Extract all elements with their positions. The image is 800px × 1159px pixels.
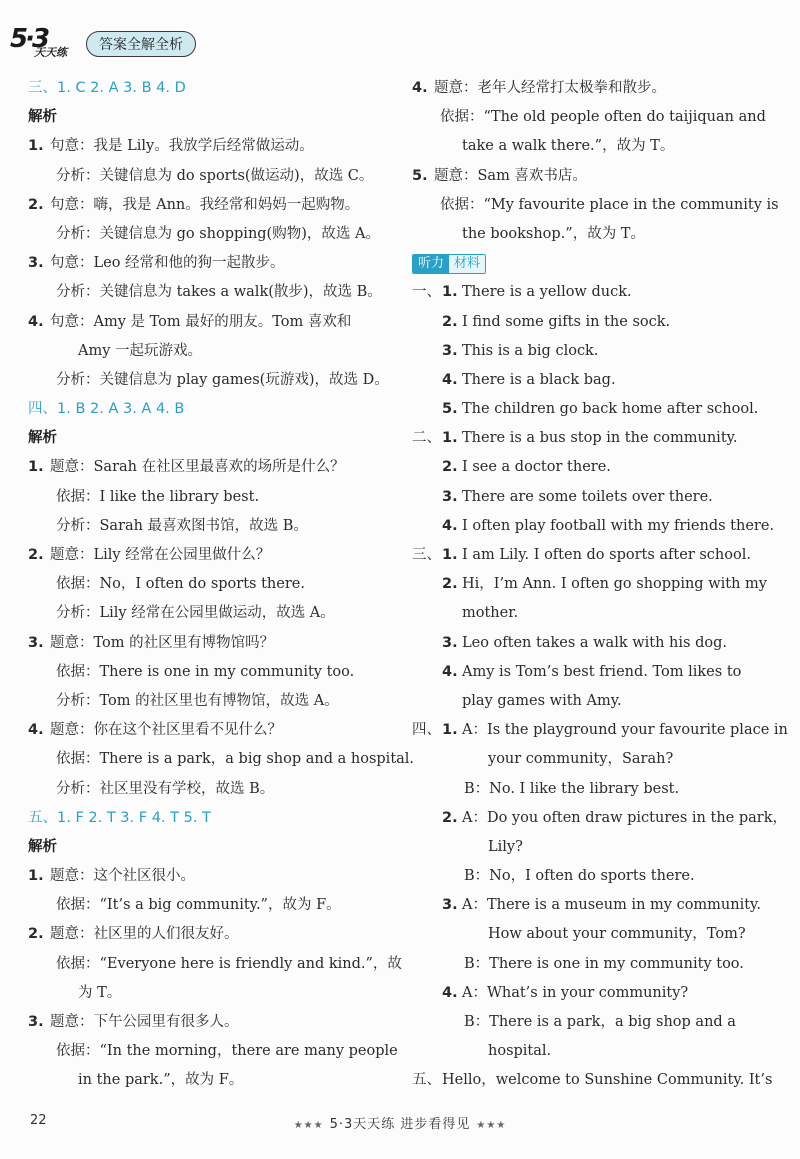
item-detail: 依据：There is one in my community too.: [56, 663, 355, 680]
item-text: 题意：社区里的人们很友好。: [50, 926, 239, 943]
numbered-item: [28, 191, 400, 220]
item-number: 3.: [28, 255, 44, 272]
item-number: 2.: [28, 926, 44, 943]
item-detail-continued: the bookshop.”，故为 T。: [462, 225, 645, 242]
item-number: 3.: [442, 342, 458, 359]
item-text: I see a doctor there.: [462, 459, 611, 476]
item-text: A：There is a museum in my community.: [462, 897, 761, 914]
section-number: 一、: [412, 284, 441, 301]
listening-item: [412, 453, 772, 482]
item-number: 5.: [442, 401, 458, 418]
item-detail: 依据：“My favourite place in the community is: [440, 196, 779, 213]
numbered-item: [28, 249, 400, 278]
listening-item: [412, 337, 772, 366]
page-header: [6, 24, 196, 64]
item-number: 4.: [28, 313, 44, 330]
item-number: 1.: [442, 547, 458, 563]
item-number: 2.: [442, 459, 458, 476]
item-text: 题意：这个社区很小。: [50, 868, 195, 885]
item-detail: 分析：Lily 经常在公园里做运动，故选 A。: [56, 605, 335, 622]
section-answer-key: 四、1. B 2. A 3. A 4. B: [28, 401, 185, 418]
left-column: [28, 74, 415, 1096]
item-number: 1.: [442, 722, 458, 739]
item-number: 1.: [28, 459, 44, 476]
numbered-item: [412, 162, 772, 191]
tag-label: 材料: [449, 255, 485, 273]
item-text: 题意：Sam 喜欢书店。: [434, 167, 587, 184]
section-number: 三、: [412, 547, 441, 563]
section-number: 二、: [412, 430, 441, 447]
tag-label: 听力: [413, 255, 449, 273]
listening-item-continued: Lily?: [488, 838, 523, 855]
analysis-heading: 解析: [28, 838, 57, 855]
dialogue-reply: B：There is one in my community too.: [464, 955, 744, 972]
listening-section-item: [412, 541, 772, 570]
numbered-item: [28, 716, 400, 745]
item-number: 2.: [28, 547, 44, 563]
right-column: [412, 74, 788, 1096]
item-detail: 分析：Tom 的社区里也有博物馆，故选 A。: [56, 692, 339, 709]
item-text: 题意：Sarah 在社区里最喜欢的场所是什么？: [50, 459, 345, 476]
item-detail: 依据：“The old people often do taijiquan and: [440, 109, 766, 126]
analysis-heading: 解析: [28, 430, 57, 447]
listening-item-continued: play games with Amy.: [462, 692, 622, 709]
numbered-item: [28, 920, 400, 949]
item-detail: 分析：社区里没有学校，故选 B。: [56, 780, 275, 797]
numbered-item: [28, 132, 400, 161]
analysis-heading: 解析: [28, 109, 57, 126]
listening-item: [412, 629, 772, 658]
numbered-item: [28, 541, 400, 570]
item-number: 3.: [442, 897, 458, 914]
listening-item: [412, 570, 772, 599]
item-number: 3.: [28, 634, 44, 651]
item-detail: 依据：No，I often do sports there.: [56, 576, 305, 593]
item-number: 4.: [28, 722, 44, 739]
item-text: 句意：嗨，我是 Ann。我经常和妈妈一起购物。: [50, 196, 360, 213]
item-text: There is a bus stop in the community.: [462, 430, 738, 447]
listening-item: [412, 308, 772, 337]
item-text: A：What’s in your community?: [462, 984, 689, 1001]
section-answer-key: 五、1. F 2. T 3. F 4. T 5. T: [28, 809, 211, 826]
item-detail: 依据：I like the library best.: [56, 488, 260, 505]
listening-item-continued: hospital.: [488, 1043, 552, 1060]
item-number: 3.: [442, 488, 458, 505]
listening-item-continued: your community，Sarah?: [488, 751, 674, 768]
item-number: 1.: [28, 868, 44, 885]
item-number: 1.: [28, 138, 44, 155]
item-number: 1.: [442, 430, 458, 447]
item-text: The children go back home after school.: [462, 401, 759, 418]
item-detail: 分析：关键信息为 takes a walk(散步)，故选 B。: [56, 284, 382, 301]
item-number: 3.: [28, 1014, 44, 1030]
section-answer-key: 三、1. C 2. A 3. B 4. D: [28, 80, 186, 96]
numbered-item: [28, 453, 400, 482]
item-number: 4.: [412, 80, 428, 96]
tag-box: [412, 254, 486, 274]
section-number: 五、: [412, 1072, 441, 1089]
item-text: 题意：你在这个社区里看不见什么？: [50, 722, 282, 739]
listening-section-item: [412, 1066, 772, 1095]
numbered-item: [28, 629, 400, 658]
page-number: 22: [30, 1113, 47, 1128]
brand-logo: 5·3 天天练: [10, 24, 67, 59]
listening-item: [412, 658, 772, 687]
listening-section-item: [412, 278, 772, 307]
item-text: There is a black bag.: [462, 371, 616, 388]
numbered-item: [28, 862, 400, 891]
item-text: Hi，I’m Ann. I often go shopping with my: [462, 576, 767, 593]
item-detail: 依据：“In the morning，there are many people: [56, 1043, 398, 1060]
item-number: 3.: [442, 634, 458, 651]
item-text: 题意：下午公园里有很多人。: [50, 1014, 239, 1030]
listening-item: [412, 395, 772, 424]
item-number: 2.: [442, 576, 458, 593]
item-number: 4.: [442, 663, 458, 680]
item-detail-continued: 为 T。: [78, 984, 122, 1001]
item-text: There is a yellow duck.: [462, 284, 632, 301]
item-text: I find some gifts in the sock.: [462, 313, 671, 330]
item-number: 5.: [412, 167, 428, 184]
dialogue-reply: B：No，I often do sports there.: [464, 868, 695, 885]
item-detail: 依据：“Everyone here is friendly and kind.”，故: [56, 955, 402, 972]
item-detail: 分析：关键信息为 play games(玩游戏)，故选 D。: [56, 371, 389, 388]
listening-section-item: [412, 424, 772, 453]
item-detail-continued: take a walk there.”，故为 T。: [462, 138, 675, 155]
item-text: I am Lily. I often do sports after school.: [462, 547, 751, 563]
answer-badge: 答案全解全析: [86, 31, 196, 57]
item-detail: 分析：关键信息为 do sports(做运动)，故选 C。: [56, 167, 374, 184]
item-text: Hello，welcome to Sunshine Community. It’s: [442, 1072, 773, 1089]
item-text: Amy is Tom’s best friend. Tom likes to: [462, 663, 742, 680]
dialogue-reply: B：No. I like the library best.: [464, 780, 680, 797]
item-text: 题意：Lily 经常在公园里做什么？: [50, 547, 271, 563]
numbered-item: [412, 74, 772, 103]
listening-item: [412, 804, 787, 833]
numbered-item: [28, 1008, 400, 1037]
listening-material-tag: [412, 249, 772, 278]
item-number: 4.: [442, 517, 458, 534]
item-text: 句意：我是 Lily。我放学后经常做运动。: [50, 138, 314, 155]
item-number: 4.: [442, 984, 458, 1001]
listening-item: [412, 512, 775, 541]
item-detail-continued: Amy 一起玩游戏。: [78, 342, 203, 359]
item-number: 1.: [442, 284, 458, 301]
item-text: A：Is the playground your favourite place in: [462, 722, 788, 739]
item-detail-continued: in the park.”，故为 F。: [78, 1072, 244, 1089]
footer-slogan: ★★★ 5·3天天练 进步看得见 ★★★: [293, 1117, 507, 1132]
item-detail: 分析：Sarah 最喜欢图书馆，故选 B。: [56, 517, 308, 534]
item-text: 题意：老年人经常打太极拳和散步。: [434, 80, 666, 96]
item-number: 2.: [442, 809, 458, 826]
item-text: Leo often takes a walk with his dog.: [462, 634, 727, 651]
item-number: 2.: [28, 196, 44, 213]
item-detail: 依据：There is a park，a big shop and a hospital.: [56, 751, 415, 768]
numbered-item: [28, 308, 400, 337]
item-text: A：Do you often draw pictures in the park，: [462, 809, 787, 826]
item-text: There are some toilets over there.: [462, 488, 713, 505]
item-detail: 分析：关键信息为 go shopping(购物)，故选 A。: [56, 225, 380, 242]
item-text: This is a big clock.: [462, 342, 599, 359]
listening-item-continued: mother.: [462, 605, 519, 622]
item-number: 2.: [442, 313, 458, 330]
item-text: 题意：Tom 的社区里有博物馆吗？: [50, 634, 275, 651]
item-text: 句意：Leo 经常和他的狗一起散步。: [50, 255, 285, 272]
listening-item: [412, 483, 772, 512]
listening-item: [412, 891, 772, 920]
item-number: 4.: [442, 371, 458, 388]
listening-section-item: [412, 716, 788, 745]
page-footer: [0, 1113, 800, 1133]
listening-item-continued: How about your community，Tom?: [488, 926, 746, 943]
section-number: 四、: [412, 722, 441, 739]
dialogue-reply: B：There is a park，a big shop and a: [464, 1014, 736, 1030]
item-text: 句意：Amy 是 Tom 最好的朋友。Tom 喜欢和: [50, 313, 352, 330]
listening-item: [412, 366, 772, 395]
listening-item: [412, 979, 772, 1008]
item-detail: 依据：“It’s a big community.”，故为 F。: [56, 897, 341, 914]
item-text: I often play football with my friends there.: [462, 517, 775, 534]
